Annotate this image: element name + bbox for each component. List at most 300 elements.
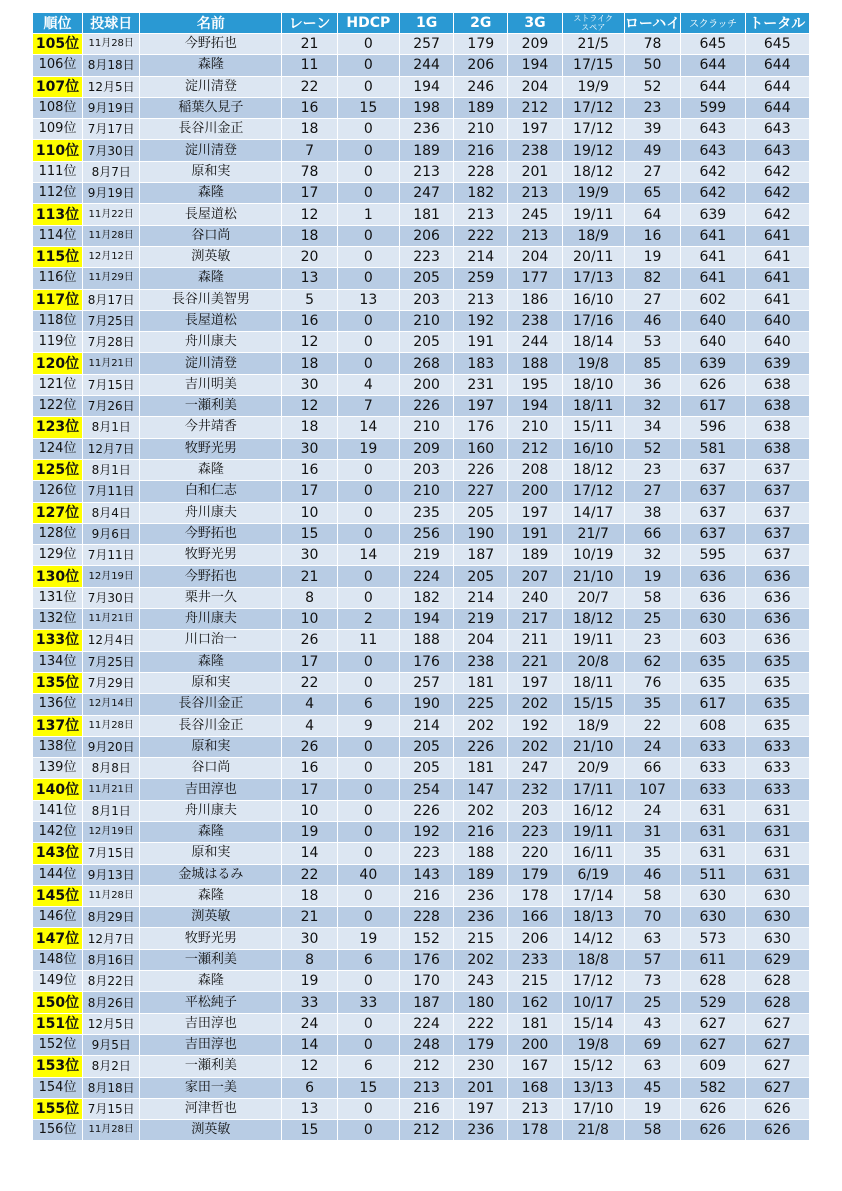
low-high-cell: 62 (625, 652, 680, 672)
game2-cell: 182 (454, 183, 507, 203)
game2-cell: 259 (454, 268, 507, 288)
table-row (33, 226, 809, 246)
scratch-cell: 635 (681, 673, 744, 693)
strike-spare-cell: 20/11 (563, 247, 624, 267)
low-high-cell: 43 (625, 1014, 680, 1034)
low-high-cell: 25 (625, 992, 680, 1012)
strike-spare-cell: 18/11 (563, 673, 624, 693)
strike-spare-cell: 18/10 (563, 375, 624, 395)
table-row (33, 353, 809, 373)
low-high-cell: 25 (625, 609, 680, 629)
rank-cell: 116位 (33, 268, 82, 288)
game3-cell: 206 (508, 928, 561, 948)
date-cell: 9月19日 (83, 98, 139, 118)
game1-cell: 236 (400, 119, 453, 139)
date-cell: 8月1日 (83, 417, 139, 437)
total-cell: 631 (746, 843, 809, 863)
lane-cell: 16 (282, 460, 336, 480)
rank-cell: 120位 (33, 353, 82, 373)
scratch-cell: 639 (681, 204, 744, 224)
scratch-cell: 595 (681, 545, 744, 565)
header-strike-spare (563, 13, 624, 33)
scratch-cell: 599 (681, 98, 744, 118)
hdcp-cell: 0 (338, 779, 399, 799)
date-cell: 12月12日 (83, 247, 139, 267)
game3-cell: 200 (508, 481, 561, 501)
strike-spare-cell: 13/13 (563, 1078, 624, 1098)
strike-spare-cell: 19/8 (563, 1035, 624, 1055)
game3-cell: 221 (508, 652, 561, 672)
scratch-cell: 511 (681, 865, 744, 885)
rank-cell: 127位 (33, 503, 82, 523)
scratch-cell: 637 (681, 460, 744, 480)
date-cell: 11月28日 (83, 226, 139, 246)
game2-cell: 180 (454, 992, 507, 1012)
hdcp-cell: 0 (338, 524, 399, 544)
total-cell: 635 (746, 694, 809, 714)
date-cell: 8月8日 (83, 758, 139, 778)
total-cell: 636 (746, 588, 809, 608)
scratch-cell: 626 (681, 1099, 744, 1119)
hdcp-cell: 0 (338, 673, 399, 693)
game2-cell: 160 (454, 439, 507, 459)
scratch-cell: 609 (681, 1056, 744, 1076)
lane-cell: 18 (282, 353, 336, 373)
strike-spare-cell: 15/12 (563, 1056, 624, 1076)
game3-cell: 197 (508, 119, 561, 139)
lane-cell: 17 (282, 183, 336, 203)
hdcp-cell: 0 (338, 77, 399, 97)
game2-cell: 213 (454, 290, 507, 310)
total-cell: 636 (746, 609, 809, 629)
rank-cell: 118位 (33, 311, 82, 331)
table-row (33, 822, 809, 842)
game1-cell: 216 (400, 886, 453, 906)
low-high-cell: 58 (625, 886, 680, 906)
game3-cell: 186 (508, 290, 561, 310)
game3-cell: 233 (508, 950, 561, 970)
rank-cell: 115位 (33, 247, 82, 267)
scratch-cell: 640 (681, 332, 744, 352)
game2-cell: 214 (454, 588, 507, 608)
scratch-cell: 631 (681, 822, 744, 842)
scratch-cell: 602 (681, 290, 744, 310)
low-high-cell: 24 (625, 737, 680, 757)
date-cell: 12月5日 (83, 77, 139, 97)
game1-cell: 224 (400, 566, 453, 586)
total-cell: 644 (746, 77, 809, 97)
low-high-cell: 53 (625, 332, 680, 352)
scratch-cell: 633 (681, 758, 744, 778)
header-scratch-label: スクラッチ (689, 19, 737, 30)
game3-cell: 213 (508, 183, 561, 203)
game2-cell: 216 (454, 140, 507, 160)
table-row (33, 694, 809, 714)
hdcp-cell: 0 (338, 1099, 399, 1119)
date-cell: 8月7日 (83, 162, 139, 182)
total-cell: 637 (746, 545, 809, 565)
name-cell: 白和仁志 (140, 481, 281, 501)
game3-cell: 213 (508, 226, 561, 246)
game3-cell: 188 (508, 353, 561, 373)
low-high-cell: 39 (625, 119, 680, 139)
table-row (33, 183, 809, 203)
ranking-rows (33, 34, 809, 1140)
name-cell: 原和実 (140, 162, 281, 182)
strike-spare-cell: 17/12 (563, 119, 624, 139)
low-high-cell: 63 (625, 928, 680, 948)
game3-cell: 168 (508, 1078, 561, 1098)
rank-cell: 111位 (33, 162, 82, 182)
strike-spare-cell: 19/9 (563, 77, 624, 97)
total-cell: 631 (746, 822, 809, 842)
hdcp-cell: 13 (338, 290, 399, 310)
game1-cell: 198 (400, 98, 453, 118)
hdcp-cell: 40 (338, 865, 399, 885)
game1-cell: 205 (400, 332, 453, 352)
game1-cell: 188 (400, 630, 453, 650)
low-high-cell: 23 (625, 98, 680, 118)
rank-cell: 107位 (33, 77, 82, 97)
table-row (33, 630, 809, 650)
game2-cell: 238 (454, 652, 507, 672)
date-cell: 11月28日 (83, 716, 139, 736)
low-high-cell: 63 (625, 1056, 680, 1076)
table-row (33, 481, 809, 501)
scratch-cell: 628 (681, 971, 744, 991)
name-cell: 淀川清登 (140, 353, 281, 373)
rank-cell: 121位 (33, 375, 82, 395)
hdcp-cell: 19 (338, 439, 399, 459)
date-cell: 8月18日 (83, 55, 139, 75)
total-cell: 641 (746, 247, 809, 267)
game2-cell: 202 (454, 716, 507, 736)
hdcp-cell: 6 (338, 1056, 399, 1076)
rank-cell: 129位 (33, 545, 82, 565)
rank-cell: 142位 (33, 822, 82, 842)
hdcp-cell: 0 (338, 311, 399, 331)
strike-spare-cell: 18/12 (563, 460, 624, 480)
rank-cell: 146位 (33, 907, 82, 927)
strike-spare-cell: 21/8 (563, 1120, 624, 1140)
total-cell: 643 (746, 140, 809, 160)
low-high-cell: 23 (625, 630, 680, 650)
rank-cell: 138位 (33, 737, 82, 757)
lane-cell: 14 (282, 1035, 336, 1055)
rank-cell: 150位 (33, 992, 82, 1012)
hdcp-cell: 14 (338, 417, 399, 437)
hdcp-cell: 0 (338, 119, 399, 139)
low-high-cell: 70 (625, 907, 680, 927)
name-cell: 家田一美 (140, 1078, 281, 1098)
header-date: 投球日 (83, 13, 139, 33)
strike-spare-cell: 17/14 (563, 886, 624, 906)
name-cell: 森隆 (140, 971, 281, 991)
header-lane: レーン (282, 13, 336, 33)
date-cell: 11月21日 (83, 609, 139, 629)
game2-cell: 147 (454, 779, 507, 799)
rank-cell: 151位 (33, 1014, 82, 1034)
game1-cell: 212 (400, 1056, 453, 1076)
strike-spare-cell: 18/13 (563, 907, 624, 927)
table-row (33, 566, 809, 586)
low-high-cell: 19 (625, 1099, 680, 1119)
game2-cell: 214 (454, 247, 507, 267)
game2-cell: 230 (454, 1056, 507, 1076)
game2-cell: 226 (454, 737, 507, 757)
table-row (33, 375, 809, 395)
game2-cell: 179 (454, 1035, 507, 1055)
name-cell: 今野拓也 (140, 34, 281, 54)
total-cell: 642 (746, 204, 809, 224)
name-cell: 一瀬利美 (140, 1056, 281, 1076)
total-cell: 645 (746, 34, 809, 54)
low-high-cell: 31 (625, 822, 680, 842)
date-cell: 9月5日 (83, 1035, 139, 1055)
table-row (33, 716, 809, 736)
game2-cell: 226 (454, 460, 507, 480)
total-cell: 627 (746, 1056, 809, 1076)
table-row (33, 162, 809, 182)
hdcp-cell: 0 (338, 140, 399, 160)
game3-cell: 209 (508, 34, 561, 54)
low-high-cell: 34 (625, 417, 680, 437)
scratch-cell: 636 (681, 588, 744, 608)
total-cell: 627 (746, 1078, 809, 1098)
name-cell: 森隆 (140, 886, 281, 906)
game2-cell: 219 (454, 609, 507, 629)
hdcp-cell: 0 (338, 758, 399, 778)
name-cell: 今井靖香 (140, 417, 281, 437)
date-cell: 8月17日 (83, 290, 139, 310)
name-cell: 一瀬利美 (140, 950, 281, 970)
name-cell: 舟川康夫 (140, 801, 281, 821)
scratch-cell: 633 (681, 737, 744, 757)
lane-cell: 18 (282, 226, 336, 246)
scratch-cell: 637 (681, 503, 744, 523)
low-high-cell: 32 (625, 545, 680, 565)
strike-spare-cell: 17/12 (563, 481, 624, 501)
date-cell: 9月20日 (83, 737, 139, 757)
total-cell: 635 (746, 716, 809, 736)
date-cell: 7月15日 (83, 1099, 139, 1119)
name-cell: 谷口尚 (140, 758, 281, 778)
name-cell: 長屋道松 (140, 311, 281, 331)
low-high-cell: 58 (625, 1120, 680, 1140)
strike-spare-cell: 14/12 (563, 928, 624, 948)
date-cell: 12月4日 (83, 630, 139, 650)
hdcp-cell: 0 (338, 588, 399, 608)
hdcp-cell: 14 (338, 545, 399, 565)
rank-cell: 139位 (33, 758, 82, 778)
low-high-cell: 27 (625, 290, 680, 310)
scratch-cell: 641 (681, 226, 744, 246)
lane-cell: 14 (282, 843, 336, 863)
scratch-cell: 573 (681, 928, 744, 948)
hdcp-cell: 0 (338, 332, 399, 352)
scratch-cell: 626 (681, 375, 744, 395)
hdcp-cell: 0 (338, 566, 399, 586)
date-cell: 8月26日 (83, 992, 139, 1012)
hdcp-cell: 0 (338, 226, 399, 246)
game3-cell: 191 (508, 524, 561, 544)
low-high-cell: 45 (625, 1078, 680, 1098)
game2-cell: 190 (454, 524, 507, 544)
strike-spare-cell: 20/9 (563, 758, 624, 778)
game1-cell: 226 (400, 396, 453, 416)
hdcp-cell: 0 (338, 353, 399, 373)
rank-cell: 143位 (33, 843, 82, 863)
low-high-cell: 57 (625, 950, 680, 970)
low-high-cell: 46 (625, 311, 680, 331)
strike-spare-cell: 17/12 (563, 98, 624, 118)
hdcp-cell: 6 (338, 694, 399, 714)
strike-spare-cell: 17/16 (563, 311, 624, 331)
name-cell: 河津哲也 (140, 1099, 281, 1119)
game2-cell: 197 (454, 1099, 507, 1119)
total-cell: 638 (746, 439, 809, 459)
date-cell: 7月30日 (83, 588, 139, 608)
game3-cell: 200 (508, 1035, 561, 1055)
game2-cell: 213 (454, 204, 507, 224)
scratch-cell: 645 (681, 34, 744, 54)
name-cell: 牧野光男 (140, 928, 281, 948)
game2-cell: 205 (454, 566, 507, 586)
header-scratch (681, 13, 744, 33)
hdcp-cell: 0 (338, 822, 399, 842)
total-cell: 641 (746, 268, 809, 288)
rank-cell: 110位 (33, 140, 82, 160)
total-cell: 637 (746, 524, 809, 544)
total-cell: 631 (746, 801, 809, 821)
lane-cell: 13 (282, 1099, 336, 1119)
scratch-cell: 641 (681, 247, 744, 267)
game3-cell: 212 (508, 98, 561, 118)
hdcp-cell: 9 (338, 716, 399, 736)
date-cell: 11月29日 (83, 268, 139, 288)
game3-cell: 238 (508, 311, 561, 331)
header-name: 名前 (140, 13, 281, 33)
game1-cell: 247 (400, 183, 453, 203)
low-high-cell: 52 (625, 77, 680, 97)
game1-cell: 216 (400, 1099, 453, 1119)
table-row (33, 928, 809, 948)
table-row (33, 801, 809, 821)
game3-cell: 210 (508, 417, 561, 437)
table-row (33, 588, 809, 608)
scratch-cell: 617 (681, 396, 744, 416)
game1-cell: 209 (400, 439, 453, 459)
header-game3: 3G (508, 13, 561, 33)
lane-cell: 33 (282, 992, 336, 1012)
total-cell: 644 (746, 98, 809, 118)
game1-cell: 203 (400, 290, 453, 310)
date-cell: 9月13日 (83, 865, 139, 885)
name-cell: 金城はるみ (140, 865, 281, 885)
game1-cell: 206 (400, 226, 453, 246)
table-row (33, 758, 809, 778)
header-strike-label: ストライク (573, 14, 614, 23)
low-high-cell: 19 (625, 566, 680, 586)
scratch-cell: 637 (681, 481, 744, 501)
table-row (33, 98, 809, 118)
game3-cell: 207 (508, 566, 561, 586)
game1-cell: 192 (400, 822, 453, 842)
game2-cell: 216 (454, 822, 507, 842)
name-cell: 川口治一 (140, 630, 281, 650)
low-high-cell: 19 (625, 247, 680, 267)
rank-cell: 130位 (33, 566, 82, 586)
lane-cell: 30 (282, 928, 336, 948)
strike-spare-cell: 10/19 (563, 545, 624, 565)
total-cell: 637 (746, 481, 809, 501)
rank-cell: 124位 (33, 439, 82, 459)
strike-spare-cell: 20/7 (563, 588, 624, 608)
rank-cell: 125位 (33, 460, 82, 480)
table-row (33, 140, 809, 160)
scratch-cell: 627 (681, 1014, 744, 1034)
game1-cell: 213 (400, 1078, 453, 1098)
name-cell: 長谷川金正 (140, 694, 281, 714)
strike-spare-cell: 15/14 (563, 1014, 624, 1034)
game2-cell: 222 (454, 226, 507, 246)
rank-cell: 123位 (33, 417, 82, 437)
date-cell: 7月30日 (83, 140, 139, 160)
rank-cell: 153位 (33, 1056, 82, 1076)
game3-cell: 213 (508, 1099, 561, 1119)
lane-cell: 11 (282, 55, 336, 75)
name-cell: 谷口尚 (140, 226, 281, 246)
hdcp-cell: 0 (338, 907, 399, 927)
date-cell: 9月19日 (83, 183, 139, 203)
strike-spare-cell: 21/10 (563, 737, 624, 757)
game3-cell: 202 (508, 694, 561, 714)
game3-cell: 215 (508, 971, 561, 991)
rank-cell: 141位 (33, 801, 82, 821)
game2-cell: 188 (454, 843, 507, 863)
total-cell: 630 (746, 907, 809, 927)
hdcp-cell: 0 (338, 843, 399, 863)
lane-cell: 24 (282, 1014, 336, 1034)
scratch-cell: 529 (681, 992, 744, 1012)
scratch-cell: 631 (681, 801, 744, 821)
date-cell: 11月28日 (83, 34, 139, 54)
total-cell: 638 (746, 417, 809, 437)
date-cell: 11月21日 (83, 353, 139, 373)
strike-spare-cell: 6/19 (563, 865, 624, 885)
date-cell: 7月29日 (83, 673, 139, 693)
lane-cell: 16 (282, 98, 336, 118)
table-row (33, 290, 809, 310)
hdcp-cell: 15 (338, 98, 399, 118)
total-cell: 641 (746, 290, 809, 310)
low-high-cell: 27 (625, 162, 680, 182)
game3-cell: 192 (508, 716, 561, 736)
strike-spare-cell: 18/9 (563, 226, 624, 246)
strike-spare-cell: 16/12 (563, 801, 624, 821)
date-cell: 7月25日 (83, 311, 139, 331)
date-cell: 8月2日 (83, 1056, 139, 1076)
lane-cell: 30 (282, 375, 336, 395)
scratch-cell: 630 (681, 609, 744, 629)
total-cell: 638 (746, 375, 809, 395)
game3-cell: 204 (508, 247, 561, 267)
name-cell: 渕英敏 (140, 1120, 281, 1140)
lane-cell: 8 (282, 588, 336, 608)
total-cell: 631 (746, 865, 809, 885)
strike-spare-cell: 17/12 (563, 971, 624, 991)
total-cell: 636 (746, 630, 809, 650)
